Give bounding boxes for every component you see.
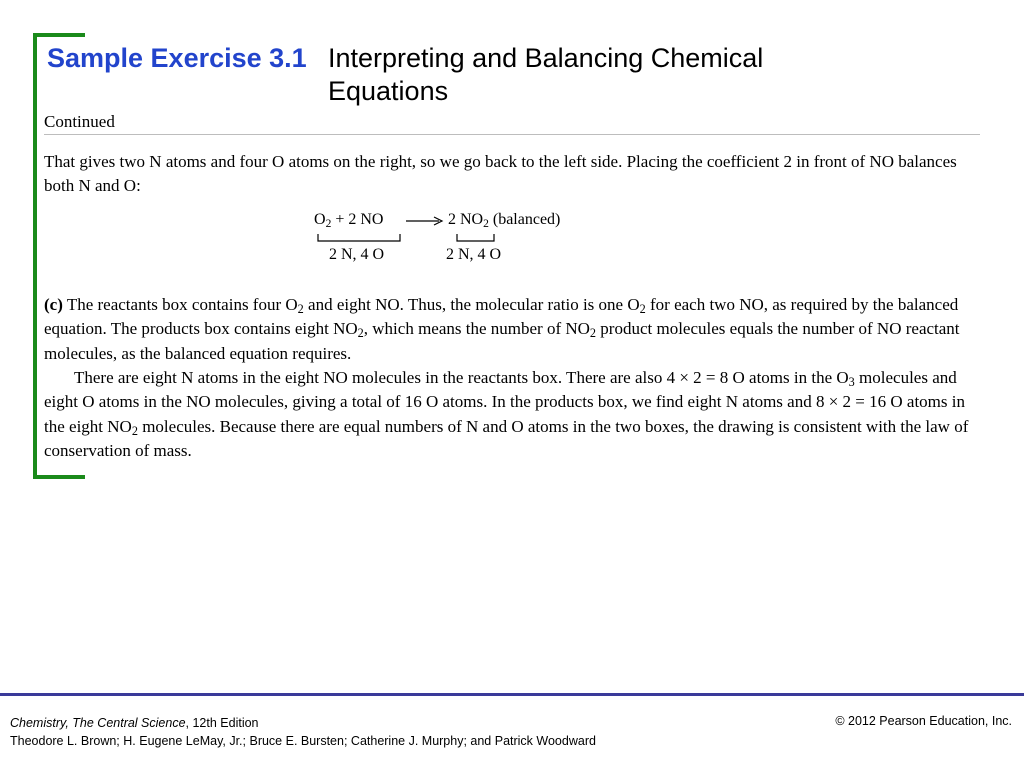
paragraph-2: (c) The reactants box contains four $O_2$ and eight NO. Thus, the molecular ratio is one $O_2$ for each two NO, as required by the balanced equation. The products box contains eight $NO_2$, which means the number of $NO_2$ product molecules equals the number of NO reactant molecules, as the balanced equation requires. <box>44 295 960 363</box>
continued-label: Continued <box>44 112 115 131</box>
paragraph-3: There are eight N atoms in the eight NO molecules in the reactants box. There are also 4 × 2 = 8 O atoms in the $O_3$ molecules and eight O atoms in the NO molecules, giving a total of 16 O atoms. In the products box, we find eight N atoms and 8 × 2 = 16 O atoms in the eight $NO_2$ molecules. Because there are equal numbers of N and O atoms in the two boxes, the drawing is consistent with the law of conservation of mass. <box>44 368 969 460</box>
equation-right: 2 $NO_2$ (balanced) <box>448 211 561 230</box>
book-title: Chemistry, The Central Science <box>10 716 186 730</box>
header-divider <box>44 134 980 135</box>
left-bracket-bar <box>33 33 37 479</box>
equation-left: $O_2 + 2$ NO <box>314 211 384 230</box>
paragraph-1: That gives two N atoms and four O atoms on the right, so we go back to the left side. Placing the coefficient 2 in front of NO balances both N and O: <box>44 152 957 196</box>
atom-count-left: 2 N, 4 O <box>329 246 385 263</box>
copyright-notice: © 2012 Pearson Education, Inc. <box>835 714 1012 728</box>
atom-count-right: 2 N, 4 O <box>446 246 502 263</box>
title-line-1: Interpreting and Balancing Chemical <box>328 43 764 73</box>
equation-brackets <box>314 232 514 246</box>
bracket-bottom-bar <box>33 475 85 479</box>
title-line-2: Equations <box>328 76 449 106</box>
slide-title <box>47 42 947 106</box>
part-c-label: (c) <box>44 295 63 314</box>
reaction-arrow-icon <box>406 213 446 229</box>
footer-citation <box>10 714 596 750</box>
exercise-label: Sample Exercise 3.1 <box>47 43 307 73</box>
book-edition: , 12th Edition <box>185 716 259 730</box>
book-authors: Theodore L. Brown; H. Eugene LeMay, Jr.; Bruce E. Bursten; Catherine J. Murphy; and Patrick Woodward <box>10 734 596 748</box>
bracket-top-bar <box>33 33 85 37</box>
footer-divider <box>0 693 1024 696</box>
